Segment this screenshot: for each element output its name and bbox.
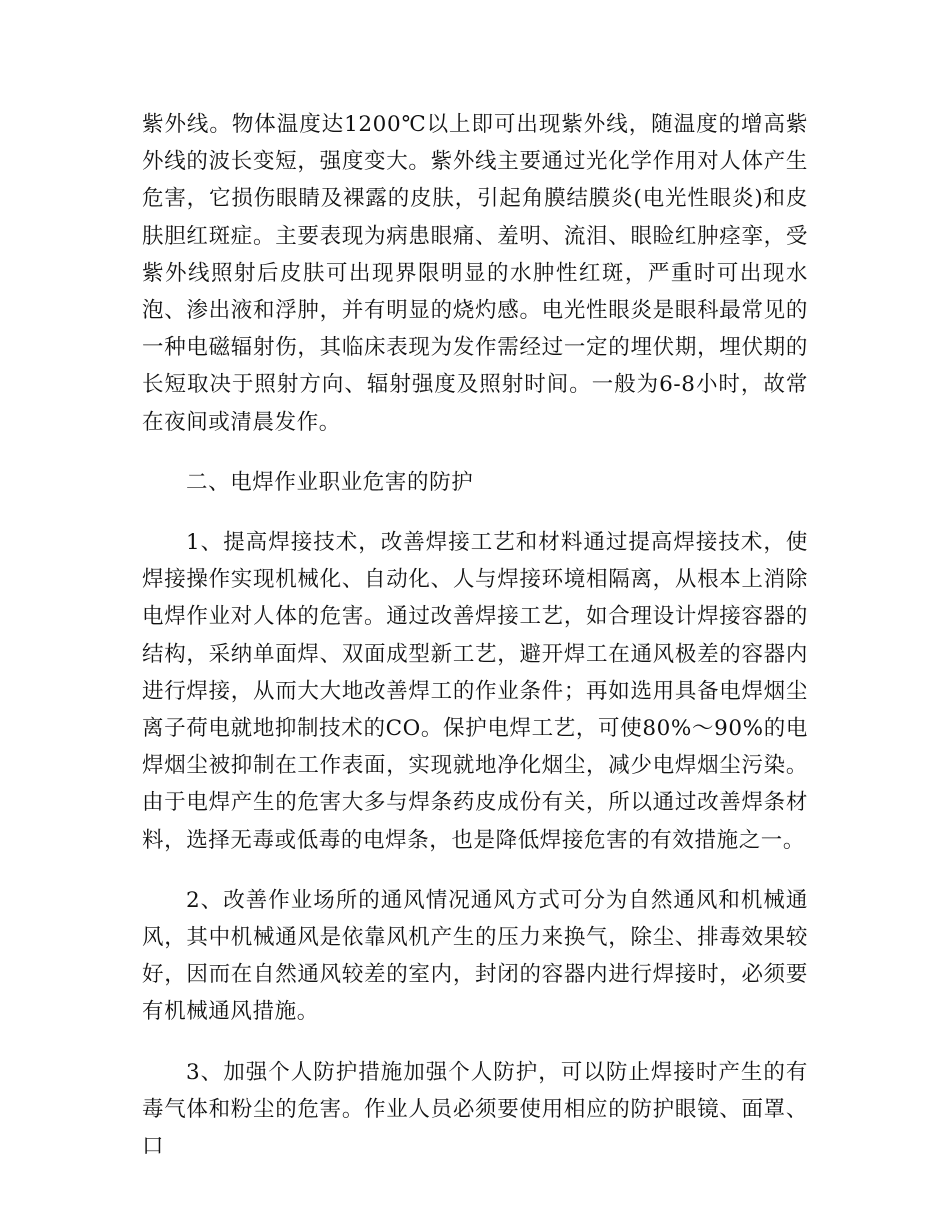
section-heading-protection: 二、电焊作业职业危害的防护 [186,469,474,495]
paragraph-personal-protection: 3、加强个人防护措施加强个人防护，可以防止焊接时产生的有毒气体和粉尘的危害。作业人员必须要使用相应的防护眼镜、面罩、口 [142,1059,808,1160]
paragraph-ventilation: 2、改善作业场所的通风情况通风方式可分为自然通风和机械通风，其中机械通风是依靠风机产生的压力来换气，除尘、排毒效果较好，因而在自然通风较差的室内，封闭的容器内进行焊接时，必须要有机械通风措施。 [142,887,808,1025]
paragraph-uv-hazards: 紫外线。物体温度达1200℃以上即可出现紫外线，随温度的增高紫外线的波长变短，强度变大。紫外线主要通过光化学作用对人体产生危害，它损伤眼睛及裸露的皮肤，引起角膜结膜炎(电光性眼炎)和皮肤胆红斑症。主要表现为病患眼痛、羞明、流泪、眼睑红肿痉挛，受紫外线照射后皮肤可出现界限明显的水肿性红斑，严重时可出现水泡、渗出液和浮肿，并有明显的烧灼感。电光性眼炎是眼科最常见的一种电磁辐射伤，其临床表现为发作需经过一定的埋伏期，埋伏期的长短取决于照射方向、辐射强度及照射时间。一般为6-8小时，故常在夜间或清晨发作。 [142,112,808,435]
document-body [142,106,808,1188]
paragraph-welding-technique: 1、提高焊接技术，改善焊接工艺和材料通过提高焊接技术，使焊接操作实现机械化、自动化、人与焊接环境相隔离，从根本上消除电焊作业对人体的危害。通过改善焊接工艺，如合理设计焊接容器的结构，采纳单面焊、双面成型新工艺，避开焊工在通风极差的容器内进行焊接，从而大大地改善焊工的作业条件；再如选用具备电焊烟尘离子荷电就地抑制技术的CO。保护电焊工艺，可使80%～90%的电焊烟尘被抑制在工作表面，实现就地净化烟尘，减少电焊烟尘污染。由于电焊产生的危害大多与焊条药皮成份有关，所以通过改善焊条材料，选择无毒或低毒的电焊条，也是降低焊接危害的有效措施之一。 [142,530,808,853]
